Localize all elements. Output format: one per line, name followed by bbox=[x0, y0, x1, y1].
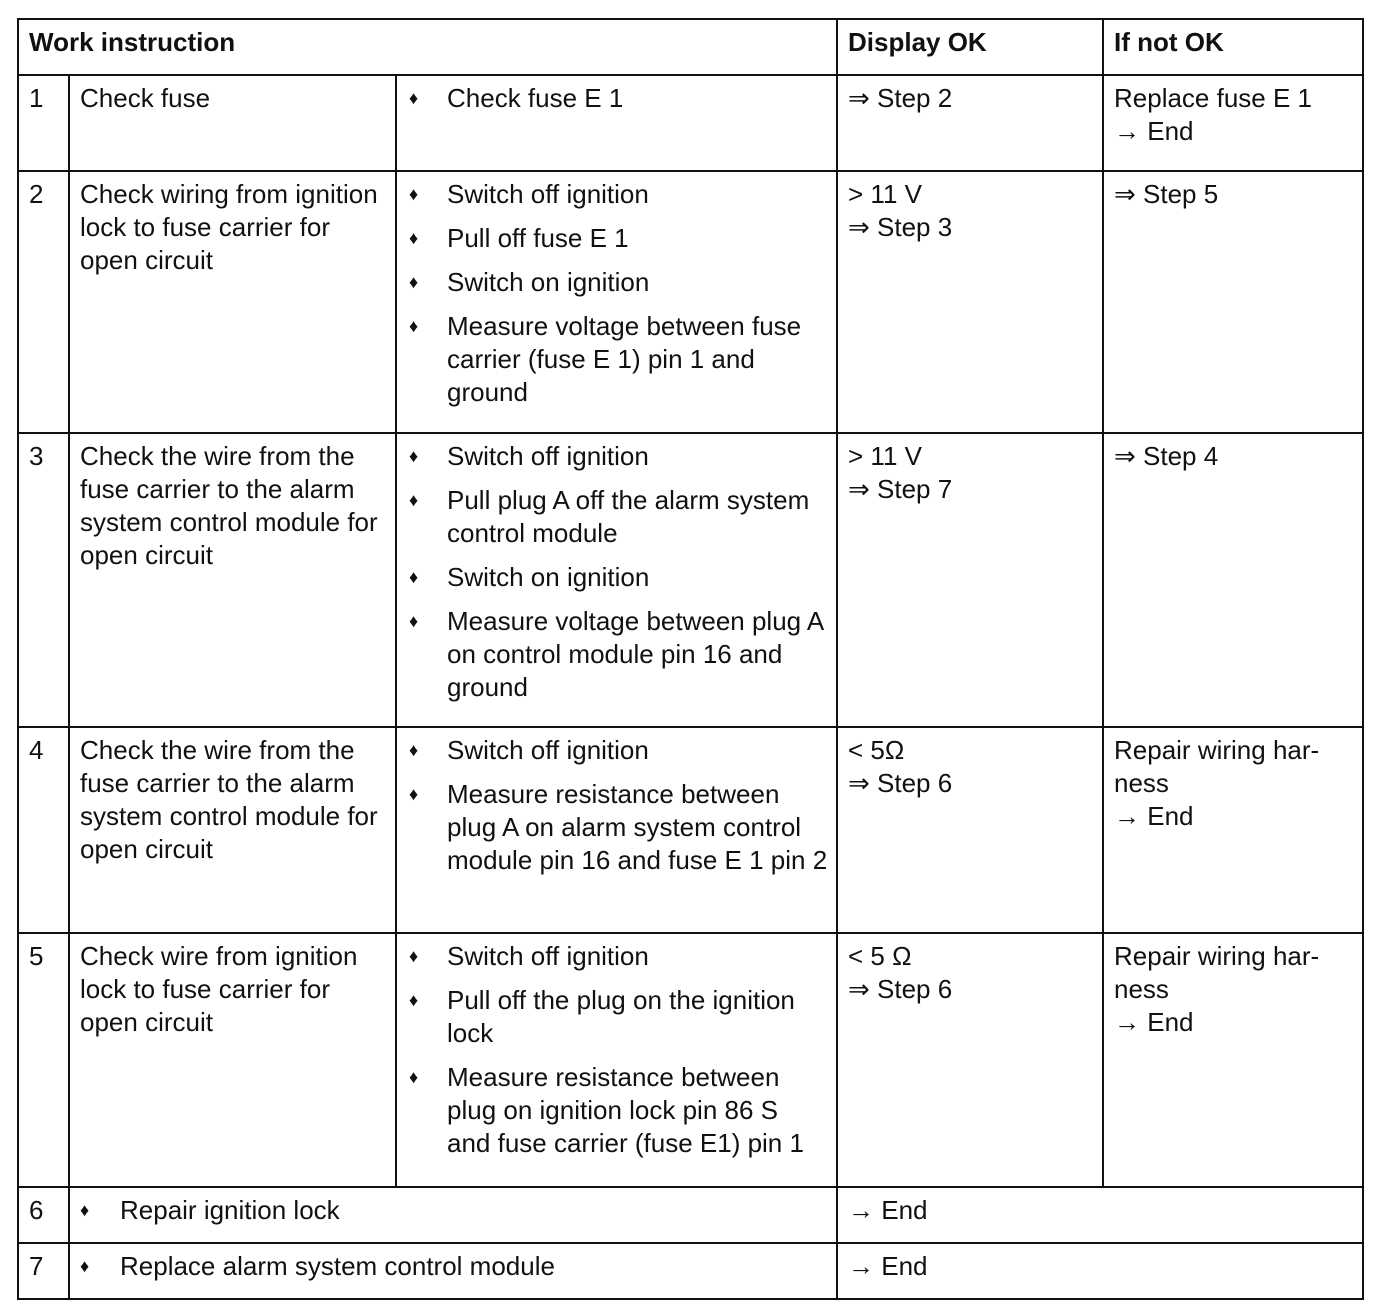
table-row bbox=[18, 1187, 1363, 1243]
action-item: ♦ Pull off the plug on the ignition lock bbox=[409, 985, 795, 1048]
header-if-not-ok: If not OK bbox=[1103, 19, 1363, 75]
action-item: ♦ Switch on ignition bbox=[409, 562, 650, 592]
table-row bbox=[18, 75, 1363, 171]
bullet-diamond-icon: ♦ bbox=[80, 1256, 90, 1276]
bullet-diamond-icon: ♦ bbox=[409, 990, 419, 1010]
table-row bbox=[18, 1243, 1363, 1299]
step-actions bbox=[396, 933, 837, 1187]
action-item: ♦ Switch off ignition bbox=[409, 179, 649, 209]
table-row bbox=[18, 727, 1363, 933]
bullet-diamond-icon: ♦ bbox=[409, 228, 419, 248]
step-actions bbox=[396, 171, 837, 433]
table-row bbox=[18, 933, 1363, 1187]
action-item: ♦ Measure voltage between fuse carrier (fuse E 1) pin 1 and ground bbox=[409, 311, 802, 407]
header-work-instruction: Work instruction bbox=[18, 19, 837, 75]
step-number: 7 bbox=[18, 1243, 69, 1299]
action-item: ♦ Switch off ignition bbox=[409, 941, 649, 971]
step-number: 1 bbox=[18, 75, 69, 171]
bullet-diamond-icon: ♦ bbox=[409, 272, 419, 292]
bullet-diamond-icon: ♦ bbox=[409, 946, 419, 966]
step-title: Check the wire from the fuse carrier to the alarm system control module for open circuit bbox=[69, 433, 396, 727]
table-header-row bbox=[18, 19, 1363, 75]
action-item: ♦ Switch off ignition bbox=[409, 441, 649, 471]
step-title: Check wiring from ignition lock to fuse carrier for open circuit bbox=[69, 171, 396, 433]
step-actions bbox=[396, 727, 837, 933]
action-item: ♦ Measure voltage between plug A on control module pin 16 and ground bbox=[409, 606, 823, 702]
step-actions bbox=[396, 433, 837, 727]
step-number: 6 bbox=[18, 1187, 69, 1243]
bullet-diamond-icon: ♦ bbox=[80, 1200, 90, 1220]
bullet-diamond-icon: ♦ bbox=[409, 184, 419, 204]
step-actions bbox=[396, 75, 837, 171]
if-not-ok-cell: Replace fuse E 1 → End bbox=[1103, 75, 1363, 171]
action-item: ♦ Repair ignition lock bbox=[80, 1195, 340, 1225]
action-item: ♦ Measure resistance between plug on ignition lock pin 86 S and fuse carrier (fuse E1) pin 1 bbox=[409, 1062, 804, 1158]
bullet-diamond-icon: ♦ bbox=[409, 611, 419, 631]
if-not-ok-cell: ⇒ Step 5 bbox=[1103, 171, 1363, 433]
action-item: ♦ Replace alarm system control module bbox=[80, 1251, 555, 1281]
action-item: ♦ Measure resistance between plug A on alarm system control module pin 16 and fuse E 1 pin 2 bbox=[409, 779, 828, 875]
action-item: ♦ Pull off fuse E 1 bbox=[409, 223, 629, 253]
table-row bbox=[18, 171, 1363, 433]
action-item: ♦ Switch off ignition bbox=[409, 735, 649, 765]
bullet-diamond-icon: ♦ bbox=[409, 316, 419, 336]
display-ok-cell: → End bbox=[837, 1243, 1363, 1299]
display-ok-cell: > 11 V ⇒ Step 3 bbox=[837, 171, 1103, 433]
display-ok-cell: < 5 Ω ⇒ Step 6 bbox=[837, 933, 1103, 1187]
step-actions bbox=[69, 1243, 837, 1299]
bullet-diamond-icon: ♦ bbox=[409, 1067, 419, 1087]
step-title: Check the wire from the fuse carrier to the alarm system control module for open circuit bbox=[69, 727, 396, 933]
display-ok-cell: > 11 V ⇒ Step 7 bbox=[837, 433, 1103, 727]
bullet-diamond-icon: ♦ bbox=[409, 740, 419, 760]
display-ok-cell: ⇒ Step 2 bbox=[837, 75, 1103, 171]
display-ok-cell: < 5Ω ⇒ Step 6 bbox=[837, 727, 1103, 933]
step-number: 3 bbox=[18, 433, 69, 727]
action-item: ♦ Switch on ignition bbox=[409, 267, 650, 297]
step-actions bbox=[69, 1187, 837, 1243]
step-title: Check fuse bbox=[69, 75, 396, 171]
if-not-ok-cell: Repair wiring har- ness → End bbox=[1103, 933, 1363, 1187]
bullet-diamond-icon: ♦ bbox=[409, 567, 419, 587]
step-title: Check wire from ignition lock to fuse carrier for open circuit bbox=[69, 933, 396, 1187]
step-number: 2 bbox=[18, 171, 69, 433]
step-number: 5 bbox=[18, 933, 69, 1187]
bullet-diamond-icon: ♦ bbox=[409, 88, 419, 108]
bullet-diamond-icon: ♦ bbox=[409, 446, 419, 466]
bullet-diamond-icon: ♦ bbox=[409, 490, 419, 510]
if-not-ok-cell: Repair wiring har- ness → End bbox=[1103, 727, 1363, 933]
action-item: ♦ Pull plug A off the alarm system control module bbox=[409, 485, 810, 548]
table-row bbox=[18, 433, 1363, 727]
header-display-ok: Display OK bbox=[837, 19, 1103, 75]
step-number: 4 bbox=[18, 727, 69, 933]
action-item: ♦ Check fuse E 1 bbox=[409, 83, 624, 113]
bullet-diamond-icon: ♦ bbox=[409, 784, 419, 804]
work-instruction-table bbox=[17, 18, 1364, 1300]
if-not-ok-cell: ⇒ Step 4 bbox=[1103, 433, 1363, 727]
display-ok-cell: → End bbox=[837, 1187, 1363, 1243]
